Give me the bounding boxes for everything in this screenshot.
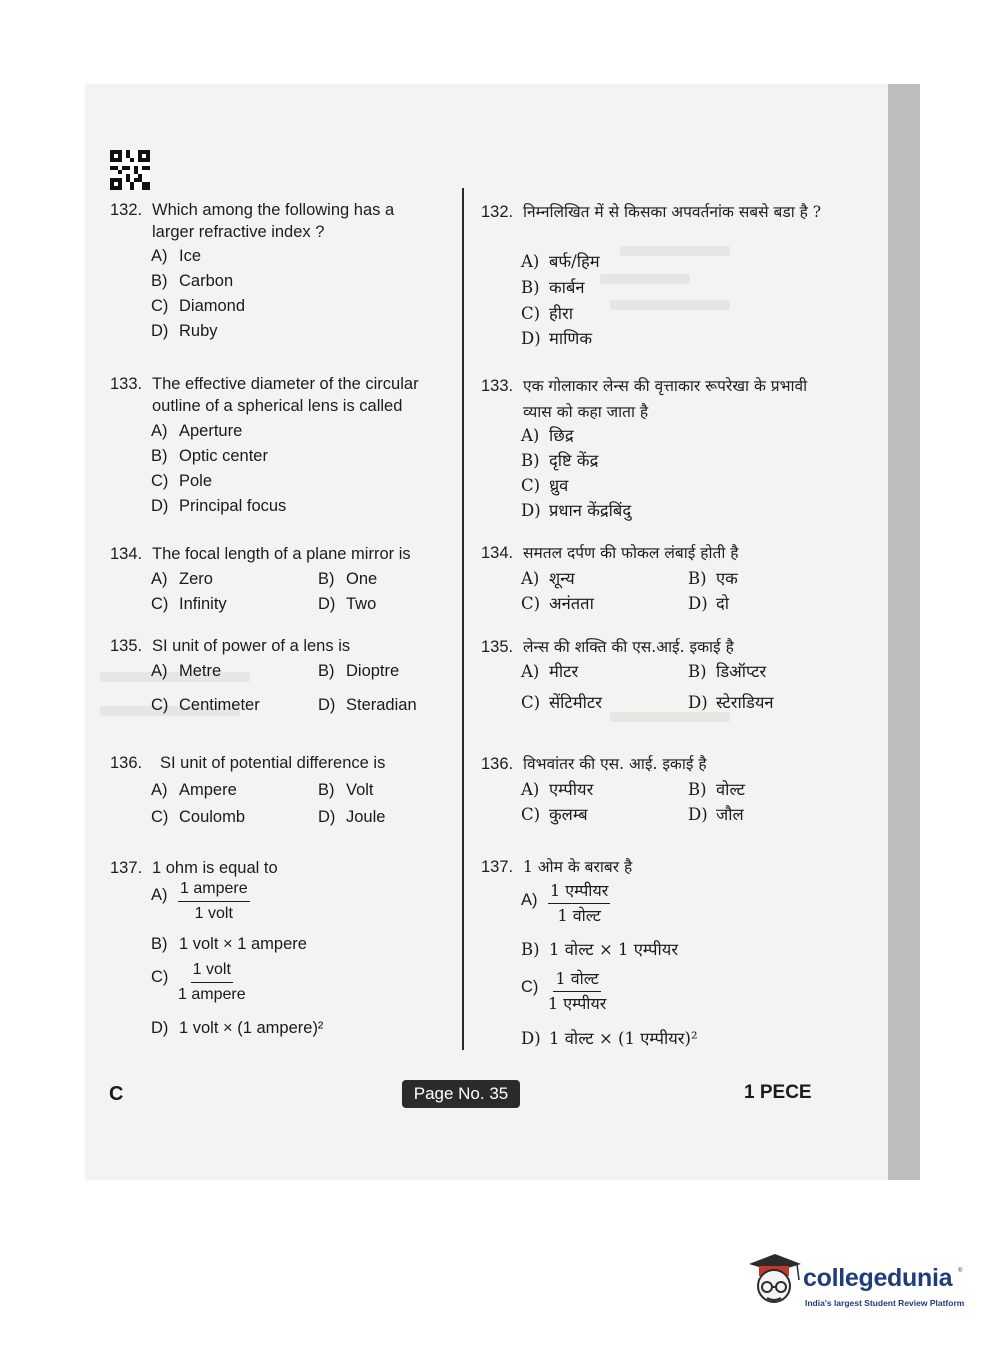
logo-wordmark: collegedunia: [803, 1264, 953, 1292]
question-stem: SI unit of power of a lens is: [152, 637, 351, 655]
option-c: C) अनंतता: [521, 594, 594, 613]
option-a: A) एम्पीयर: [521, 780, 594, 799]
denominator: 1 volt: [194, 905, 233, 922]
option-b: B) Optic center: [151, 447, 268, 465]
option-b: B) One: [318, 570, 378, 588]
question-number: 137.: [481, 858, 514, 876]
booklet-set-letter: C: [109, 1083, 124, 1105]
question-stem: The effective diameter of the circular outline of a spherical lens is called: [152, 375, 419, 415]
bleed-through: [610, 300, 730, 310]
question-number: 135.: [110, 637, 143, 655]
option-c: C) Pole: [151, 472, 213, 490]
option-b: B) Carbon: [151, 272, 234, 290]
option-a-letter: A): [521, 891, 538, 909]
numerator: 1 एम्पीयर: [548, 881, 610, 904]
question-stem: The focal length of a plane mirror is: [152, 545, 411, 563]
question-number: 136.: [110, 754, 143, 772]
numerator: 1 ampere: [178, 879, 250, 902]
numerator: 1 volt: [191, 960, 233, 983]
option-a: A) Zero: [151, 570, 213, 588]
option-b: B) Dioptre: [318, 662, 400, 680]
option-d: D) प्रधान केंद्रबिंदु: [521, 501, 632, 520]
option-a-letter: A): [151, 886, 168, 904]
option-d: D) Joule: [318, 808, 386, 826]
option-d: D) Principal focus: [151, 497, 287, 515]
question-number: 137.: [110, 859, 143, 877]
question-stem: निम्नलिखित में से किसका अपवर्तनांक सबसे बडा है ?: [523, 203, 822, 221]
question-stem: लेन्स की शक्ति की एस.आई. इकाई है: [523, 638, 734, 656]
option-c: C) Coulomb: [151, 808, 246, 826]
option-b: B) कार्बन: [521, 278, 585, 297]
denominator: 1 ampere: [178, 986, 246, 1003]
question-number: 132.: [110, 201, 143, 219]
question-number: 135.: [481, 638, 514, 656]
option-a: A) बर्फ/हिम: [521, 252, 600, 271]
bleed-through: [600, 274, 690, 284]
option-a: A) Ice: [151, 247, 202, 265]
question-number: 133.: [481, 377, 514, 395]
question-stem: विभवांतर की एस. आई. इकाई है: [523, 755, 707, 773]
question-stem: Which among the following has a larger refractive index ?: [152, 201, 395, 241]
question-stem: 1 ohm is equal to: [152, 859, 278, 877]
option-c: C) Centimeter: [151, 696, 260, 714]
option-c-letter: C): [521, 978, 539, 996]
column-divider: [462, 188, 464, 1050]
question-stem: SI unit of potential difference is: [160, 754, 386, 772]
qr-code-icon: [110, 150, 150, 190]
scanned-page: [85, 84, 891, 1180]
option-a-fraction: [548, 881, 610, 926]
option-d: D) स्टेराडियन: [688, 693, 774, 712]
option-b: B) 1 volt × 1 ampere: [151, 935, 307, 953]
option-a: A) Ampere: [151, 781, 237, 799]
option-d: D) Ruby: [151, 322, 218, 340]
option-c: C) कुलम्ब: [521, 805, 588, 824]
option-c-fraction: [548, 969, 606, 1014]
option-a: A) शून्य: [521, 569, 575, 588]
question-number: 133.: [110, 375, 143, 393]
option-a: A) मीटर: [521, 662, 579, 681]
question-number: 136.: [481, 755, 514, 773]
collegedunia-logo: [745, 1250, 970, 1320]
denominator: 1 एम्पीयर: [548, 994, 607, 1013]
option-d: D) Two: [318, 595, 377, 613]
option-a: A) छिद्र: [521, 426, 574, 445]
option-d: D) माणिक: [521, 329, 593, 348]
page-edge-shadow: [888, 84, 920, 1180]
logo-tagline: India's largest Student Review Platform: [805, 1298, 965, 1308]
question-number: 134.: [110, 545, 143, 563]
page-number-badge: Page No. 35: [402, 1080, 520, 1108]
numerator: 1 वोल्ट: [553, 969, 600, 992]
option-b: B) वोल्ट: [688, 780, 745, 799]
option-b: B) 1 वोल्ट × 1 एम्पीयर: [521, 940, 679, 959]
bleed-through: [620, 246, 730, 256]
option-c: C) ध्रुव: [521, 476, 569, 495]
question-stem: एक गोलाकार लेन्स की वृत्ताकार रूपरेखा के प्रभावी व्यास को कहा जाता है: [523, 377, 808, 421]
option-c: C) Diamond: [151, 297, 246, 315]
question-stem: 1 ओम के बराबर है: [523, 858, 633, 876]
option-c: C) सेंटिमीटर: [521, 693, 602, 712]
option-d: D) 1 वोल्ट × (1 एम्पीयर)²: [521, 1029, 698, 1048]
option-a-fraction: [178, 879, 250, 924]
option-d: D) जौल: [688, 805, 744, 824]
option-b: B) डिऑप्टर: [688, 662, 767, 681]
option-a: A) Metre: [151, 662, 222, 680]
question-stem: समतल दर्पण की फोकल लंबाई होती है: [523, 544, 739, 562]
option-b: B) दृष्टि केंद्र: [521, 451, 599, 470]
question-number: 132.: [481, 203, 514, 221]
exam-code: 1 PECE: [744, 1082, 812, 1103]
option-c: C) हीरा: [521, 304, 574, 323]
question-number: 134.: [481, 544, 514, 562]
option-d: D) 1 volt × (1 ampere)²: [151, 1019, 324, 1037]
option-d: D) Steradian: [318, 696, 417, 714]
option-c-letter: C): [151, 968, 169, 986]
denominator: 1 वोल्ट: [557, 906, 601, 925]
option-d: D) दो: [688, 594, 730, 613]
option-b: B) एक: [688, 569, 738, 588]
option-b: B) Volt: [318, 781, 374, 799]
registered-mark: ®: [958, 1268, 963, 1274]
option-c: C) Infinity: [151, 595, 227, 613]
option-a: A) Aperture: [151, 422, 243, 440]
option-c-fraction: [178, 960, 246, 1005]
graduate-mascot-icon: [745, 1250, 803, 1314]
